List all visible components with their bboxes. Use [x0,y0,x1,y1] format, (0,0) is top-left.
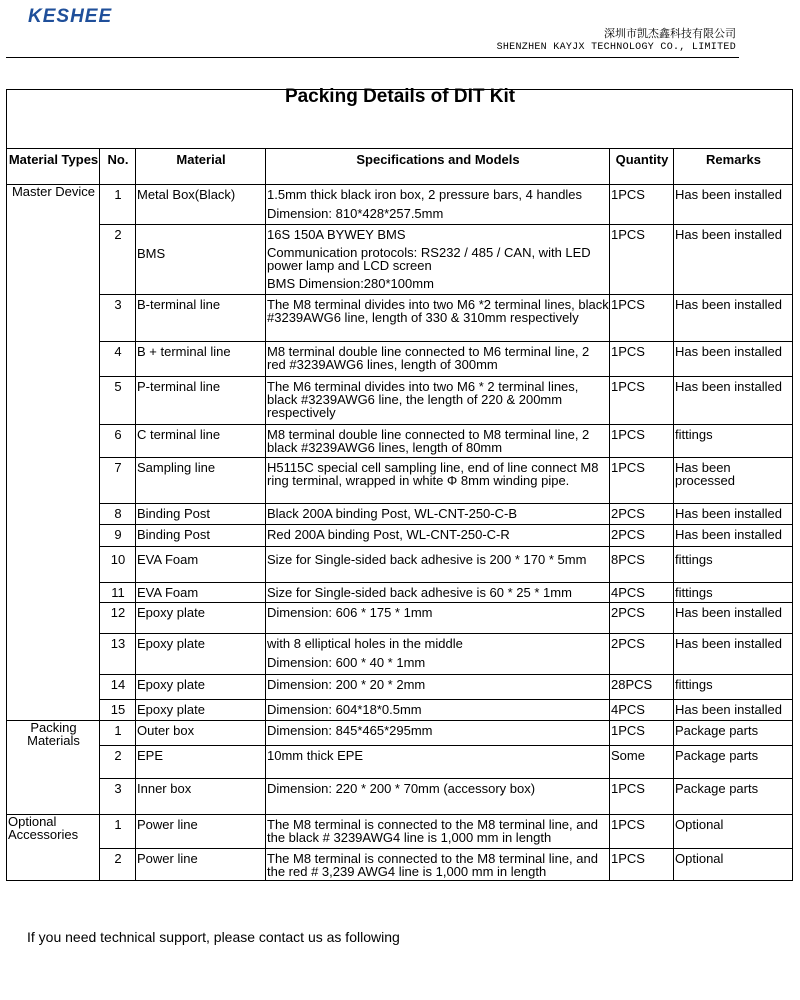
table-row [7,547,793,583]
row-qty: 1PCS [610,779,674,815]
row-qty: 1PCS [610,295,674,342]
table-row [7,504,793,525]
row-spec: The M6 terminal divides into two M6 * 2 terminal lines, black #3239AWG6 line, the length of 220 & 200mm respectively [266,377,610,425]
spec-line-3: BMS Dimension:280*100mm [267,276,434,291]
row-remarks: Has been installed [674,342,793,377]
row-spec: M8 terminal double line connected to M8 terminal line, 2 black #3239AWG6 lines, length of 80mm [266,425,610,458]
row-no: 13 [100,634,136,675]
col-specifications: Specifications and Models [266,149,610,185]
row-spec: The M8 terminal is connected to the M8 terminal line, and the black # 3239AWG4 line is 1,000 mm in length [266,815,610,849]
row-spec: The M8 terminal divides into two M6 *2 terminal lines, black #3239AWG6 line, length of 330 & 310mm respectively [266,295,610,342]
row-spec [266,225,610,295]
row-no: 1 [100,815,136,849]
row-material: Sampling line [136,458,266,504]
row-remarks: Has been installed [674,525,793,547]
row-remarks: Has been installed [674,225,793,295]
row-remarks: Has been installed [674,603,793,634]
table-row [7,700,793,721]
row-remarks: Has been installed [674,634,793,675]
row-material: Epoxy plate [136,675,266,700]
row-spec [266,185,610,225]
row-qty: 1PCS [610,458,674,504]
table-row [7,603,793,634]
row-no: 10 [100,547,136,583]
row-qty: 4PCS [610,583,674,603]
row-remarks: fittings [674,425,793,458]
row-material [136,225,266,295]
company-logo: KESHEE [28,6,113,27]
col-material-types: Material Types [7,149,100,185]
group-master-device: Master Device [7,185,100,721]
table-row [7,525,793,547]
row-material: Epoxy plate [136,634,266,675]
row-no: 15 [100,700,136,721]
row-spec: Size for Single-sided back adhesive is 200 * 170 * 5mm [266,547,610,583]
row-material: Outer box [136,721,266,746]
row-no: 4 [100,342,136,377]
row-material: Epoxy plate [136,700,266,721]
column-header-row [7,149,793,185]
row-no: 2 [100,746,136,779]
row-material: Power line [136,815,266,849]
row-no: 3 [100,295,136,342]
spec-line: with 8 elliptical holes in the middle [267,636,463,651]
row-no: 2 [100,225,136,295]
row-material: EVA Foam [136,583,266,603]
row-remarks: Package parts [674,721,793,746]
row-qty: 1PCS [610,815,674,849]
row-remarks: Package parts [674,779,793,815]
row-qty: 1PCS [610,425,674,458]
row-material: Power line [136,849,266,881]
table-row [7,815,793,849]
group-optional-accessories: Optional Accessories [7,815,100,881]
row-qty: 28PCS [610,675,674,700]
material-label: BMS [137,246,166,261]
row-material: Epoxy plate [136,603,266,634]
row-no: 1 [100,185,136,225]
row-no: 11 [100,583,136,603]
row-remarks: Has been installed [674,377,793,425]
row-material: C terminal line [136,425,266,458]
row-qty: 1PCS [610,849,674,881]
group-packing-materials: Packing Materials [7,721,100,815]
row-qty: 4PCS [610,700,674,721]
company-name-en: SHENZHEN KAYJX TECHNOLOGY CO., LIMITED [496,42,736,53]
row-material: Inner box [136,779,266,815]
row-spec: Dimension: 606 * 175 * 1mm [266,603,610,634]
row-no: 5 [100,377,136,425]
table-row [7,185,793,225]
row-remarks: Has been installed [674,185,793,225]
table-row [7,342,793,377]
row-qty: 2PCS [610,504,674,525]
row-remarks: Has been processed [674,458,793,504]
row-spec: Dimension: 220 * 200 * 70mm (accessory box) [266,779,610,815]
spec-line: 1.5mm thick black iron box, 2 pressure bars, 4 handles [267,187,583,202]
row-qty: 1PCS [610,185,674,225]
row-qty: 1PCS [610,342,674,377]
row-material: EVA Foam [136,547,266,583]
row-remarks: fittings [674,583,793,603]
row-remarks: Has been installed [674,700,793,721]
row-no: 2 [100,849,136,881]
row-remarks: Optional [674,815,793,849]
row-material: B + terminal line [136,342,266,377]
row-material: Metal Box(Black) [136,185,266,225]
row-qty: 1PCS [610,721,674,746]
row-no: 9 [100,525,136,547]
table-row [7,779,793,815]
table-row [7,583,793,603]
support-note: If you need technical support, please contact us as following [27,929,400,945]
row-spec: Dimension: 604*18*0.5mm [266,700,610,721]
table-row [7,746,793,779]
col-no: No. [100,149,136,185]
row-material: Binding Post [136,504,266,525]
spec-line-2: Dimension: 810*428*257.5mm [267,206,444,221]
row-no: 6 [100,425,136,458]
row-remarks: Has been installed [674,504,793,525]
table-row [7,377,793,425]
row-spec: 10mm thick EPE [266,746,610,779]
row-qty: 2PCS [610,603,674,634]
row-spec: H5115C special cell sampling line, end of line connect M8 ring terminal, wrapped in white Φ 8mm winding pipe. [266,458,610,504]
row-spec: Dimension: 845*465*295mm [266,721,610,746]
row-no: 1 [100,721,136,746]
row-material: Binding Post [136,525,266,547]
table-row [7,425,793,458]
row-material: B-terminal line [136,295,266,342]
spec-line: 16S 150A BYWEY BMS [267,227,406,242]
table-row [7,458,793,504]
row-spec: Red 200A binding Post, WL-CNT-250-C-R [266,525,610,547]
row-remarks: Has been installed [674,295,793,342]
row-qty: 1PCS [610,225,674,295]
table-row [7,225,793,295]
table-title: Packing Details of DIT Kit [7,90,793,149]
company-name-cn: 深圳市凯杰鑫科技有限公司 [604,27,736,40]
row-remarks: Package parts [674,746,793,779]
table-row [7,721,793,746]
row-spec: Size for Single-sided back adhesive is 60 * 25 * 1mm [266,583,610,603]
row-qty: 2PCS [610,525,674,547]
table-row [7,675,793,700]
row-spec: Dimension: 200 * 20 * 2mm [266,675,610,700]
row-material: P-terminal line [136,377,266,425]
row-no: 3 [100,779,136,815]
col-quantity: Quantity [610,149,674,185]
row-no: 7 [100,458,136,504]
spec-line-2: Dimension: 600 * 40 * 1mm [267,655,426,670]
row-remarks: fittings [674,547,793,583]
row-spec: The M8 terminal is connected to the M8 terminal line, and the red # 3,239 AWG4 line is 1,000 mm in length [266,849,610,881]
col-remarks: Remarks [674,149,793,185]
table-row [7,295,793,342]
spec-line-2: Communication protocols: RS232 / 485 / CAN, with LED power lamp and LCD screen [267,245,591,273]
table-row [7,849,793,881]
row-no: 14 [100,675,136,700]
row-qty: Some [610,746,674,779]
header-divider [6,57,739,58]
row-spec [266,634,610,675]
row-qty: 2PCS [610,634,674,675]
table-row [7,634,793,675]
row-qty: 1PCS [610,377,674,425]
row-material: EPE [136,746,266,779]
row-qty: 8PCS [610,547,674,583]
row-remarks: Optional [674,849,793,881]
row-spec: Black 200A binding Post, WL-CNT-250-C-B [266,504,610,525]
col-material: Material [136,149,266,185]
row-remarks: fittings [674,675,793,700]
row-no: 12 [100,603,136,634]
packing-table [6,86,793,881]
row-no: 8 [100,504,136,525]
row-spec: M8 terminal double line connected to M6 terminal line, 2 red #3239AWG6 lines, length of 300mm [266,342,610,377]
